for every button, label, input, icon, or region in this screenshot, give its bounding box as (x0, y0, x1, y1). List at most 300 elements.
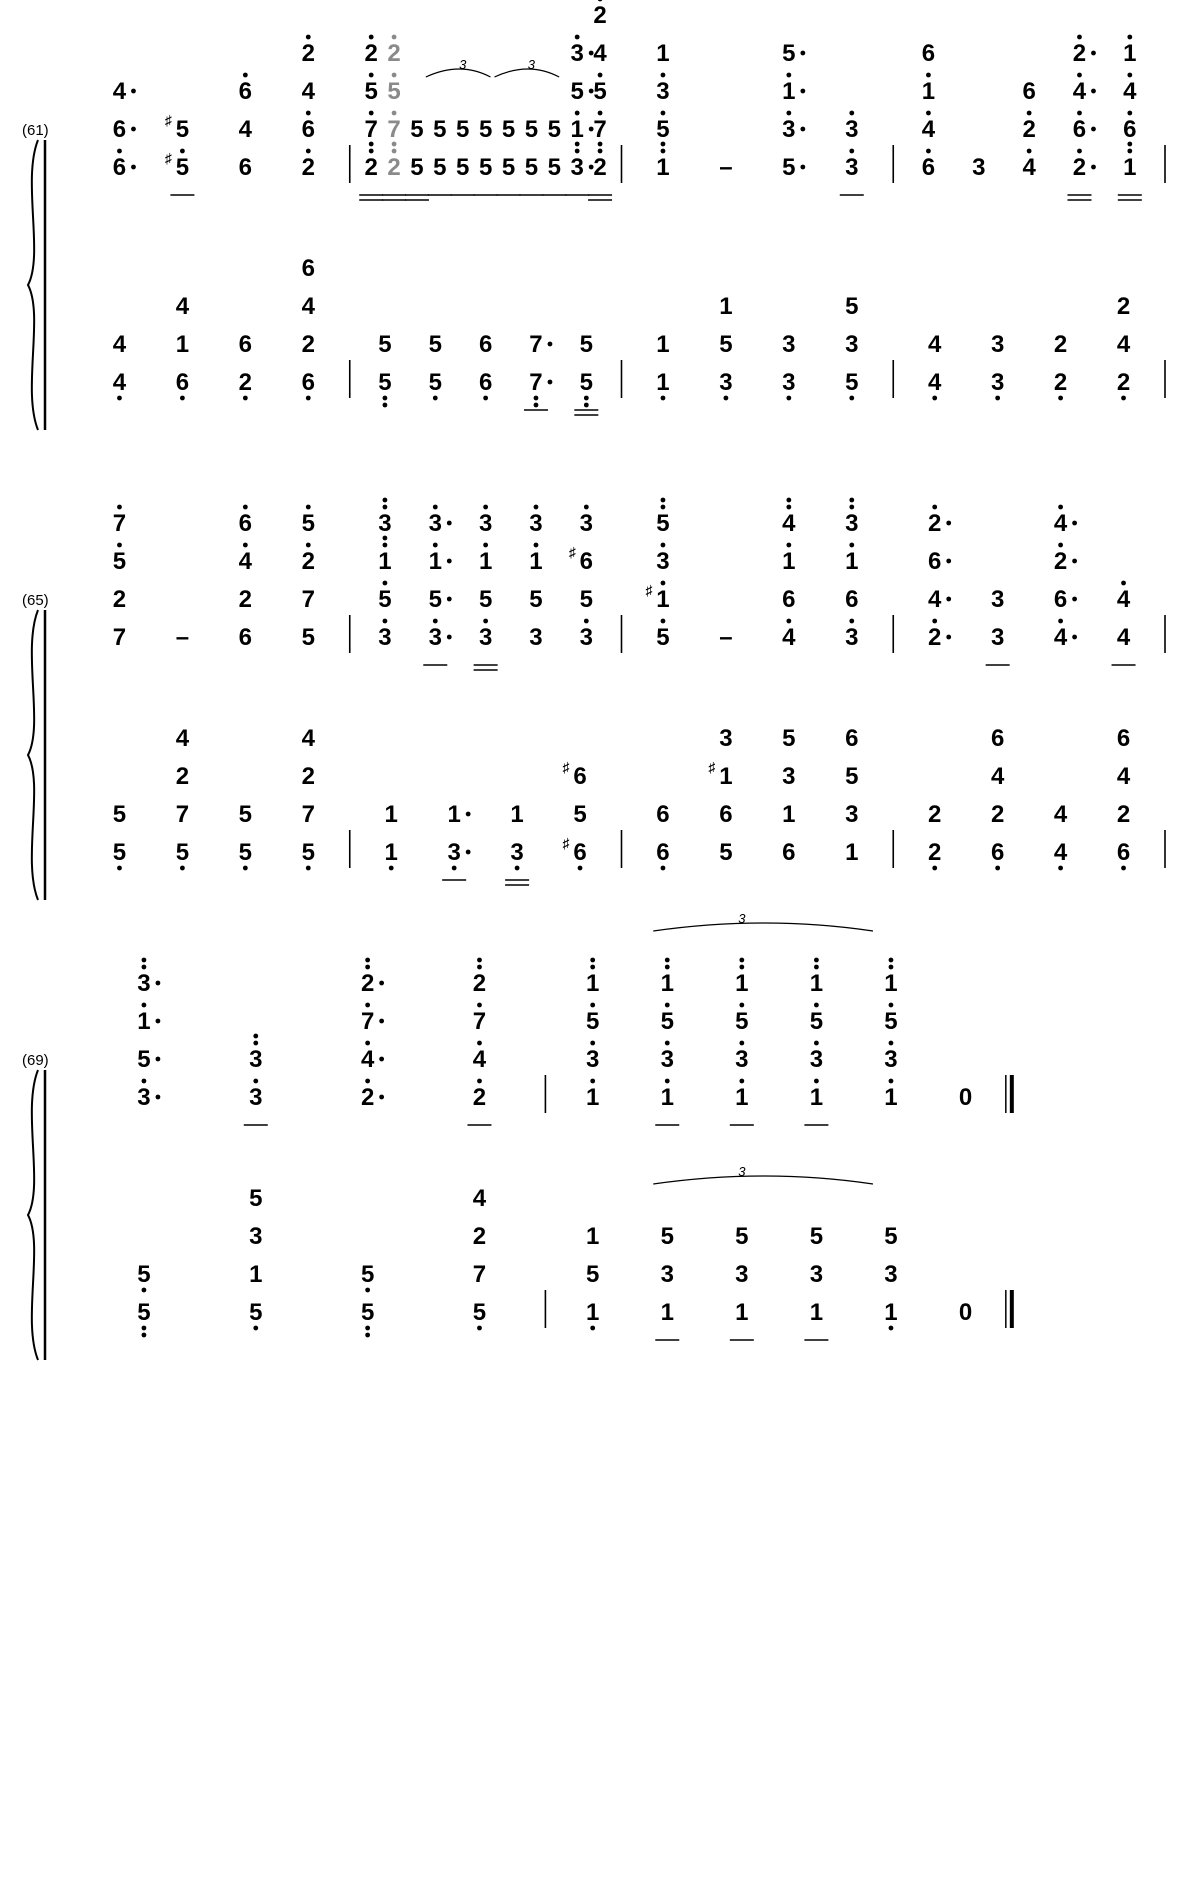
chord (991, 331, 1004, 400)
octave-down-dot (1121, 396, 1126, 401)
augmentation-dot (1072, 559, 1077, 564)
octave-up-dot (786, 73, 791, 78)
note-digit: 1 (735, 970, 749, 997)
note-digit: 4 (112, 331, 127, 358)
note-digit: 6 (656, 801, 670, 828)
chord (922, 40, 936, 181)
octave-up-dot (253, 1034, 258, 1039)
note-digit: 1 (719, 293, 733, 320)
note-digit: 6 (1053, 586, 1068, 613)
octave-up-dot (433, 505, 438, 510)
note-digit: 7 (301, 801, 315, 828)
octave-down-dot (477, 1326, 482, 1331)
octave-up-dot (661, 498, 666, 503)
note-digit: 5 (456, 154, 470, 181)
chord (656, 40, 669, 181)
octave-up-dot (117, 149, 122, 154)
note-digit: 5 (501, 154, 516, 181)
chord (719, 293, 732, 400)
system (22, 498, 1165, 900)
chord (113, 505, 126, 651)
octave-up-dot (665, 1003, 670, 1008)
note-digit: 5 (428, 586, 442, 613)
augmentation-dot (466, 812, 471, 817)
octave-up-dot (365, 958, 370, 963)
chord (586, 1223, 599, 1330)
octave-down-dot (483, 396, 488, 401)
octave-up-dot (590, 1079, 595, 1084)
octave-up-dot (1058, 505, 1063, 510)
augmentation-dot (447, 559, 452, 564)
note-digit: 1 (137, 1008, 151, 1035)
octave-up-dot (584, 505, 589, 510)
note-digit: 2 (928, 624, 942, 651)
note-digit: 6 (656, 839, 670, 866)
octave-up-dot (392, 111, 397, 116)
octave-down-dot (584, 403, 589, 408)
octave-up-dot (1121, 581, 1126, 586)
octave-down-dot (578, 866, 583, 871)
note-digit: 3 (586, 1046, 600, 1073)
octave-down-dot (995, 396, 1000, 401)
note-digit: 1 (884, 1084, 898, 1111)
chord (1054, 801, 1068, 870)
note-digit: 6 (921, 154, 936, 181)
note-digit: 2 (301, 154, 315, 181)
note-digit: 4 (928, 586, 942, 613)
chord (137, 1261, 150, 1337)
note-digit: 4 (238, 116, 253, 143)
octave-up-dot (590, 1003, 595, 1008)
note-digit: 1 (175, 331, 190, 358)
octave-up-dot (932, 505, 937, 510)
note-digit: 3 (809, 1261, 824, 1288)
note-digit: 2 (301, 40, 315, 67)
note-digit: 3 (656, 78, 670, 105)
note-digit: 5 (478, 586, 493, 613)
chord (959, 1084, 972, 1111)
chord (735, 958, 748, 1111)
octave-down-dot (932, 866, 937, 871)
chord (845, 498, 858, 651)
octave-up-dot (117, 543, 122, 548)
note-digit: 6 (301, 255, 315, 282)
note-digit: 1 (845, 548, 859, 575)
octave-down-dot (932, 396, 937, 401)
note-digit: 3 (378, 624, 392, 651)
octave-up-dot (926, 73, 931, 78)
note-digit: 5 (524, 154, 539, 181)
octave-up-dot (739, 1041, 744, 1046)
note-digit: 5 (547, 116, 561, 143)
tuplet-number: 3 (527, 57, 536, 72)
note-digit: 5 (547, 154, 561, 181)
octave-up-dot (739, 965, 744, 970)
note-digit: 5 (845, 763, 859, 790)
augmentation-dot (156, 981, 161, 986)
note-digit: 1 (447, 801, 461, 828)
note-digit: 1 (660, 1299, 674, 1326)
augmentation-dot (1072, 597, 1077, 602)
note-digit: 6 (238, 624, 253, 651)
octave-up-dot (849, 111, 854, 116)
note-digit: 2 (1022, 116, 1036, 143)
chord (586, 958, 599, 1111)
note-digit: 1 (656, 154, 670, 181)
augmentation-dot (1091, 127, 1096, 132)
octave-down-dot (786, 396, 791, 401)
chord (387, 35, 400, 181)
note-digit: 2 (1116, 801, 1131, 828)
note-digit: 3 (884, 1261, 898, 1288)
note-digit: 3 (447, 839, 461, 866)
note-digit: 6 (845, 725, 859, 752)
note-digit: 1 (782, 801, 796, 828)
octave-up-dot (306, 35, 311, 40)
augmentation-dot (131, 89, 136, 94)
chord (378, 498, 391, 651)
note-digit: 5 (884, 1008, 898, 1035)
note-digit: 5 (719, 331, 733, 358)
chord (928, 331, 942, 400)
note-digit: 2 (928, 801, 942, 828)
dash-sustain: – (719, 154, 733, 181)
note-digit: 1 (660, 970, 674, 997)
note-digit: 7 (112, 510, 127, 537)
chord (782, 725, 795, 866)
system (22, 0, 1165, 430)
chord (113, 331, 127, 400)
sharp-accidental: ♯ (164, 112, 172, 128)
note-digit: 3 (137, 970, 151, 997)
octave-up-dot (665, 1041, 670, 1046)
octave-up-dot (383, 619, 388, 624)
augmentation-dot (1091, 165, 1096, 170)
note-digit: 3 (719, 369, 733, 396)
octave-up-dot (369, 73, 374, 78)
octave-up-dot (932, 619, 937, 624)
note-digit: 4 (1116, 331, 1131, 358)
note-digit: 6 (990, 839, 1005, 866)
octave-up-dot (575, 111, 580, 116)
note-digit: 1 (656, 369, 670, 396)
note-digit: 2 (360, 1084, 375, 1111)
note-digit: 2 (238, 586, 253, 613)
octave-up-dot (243, 73, 248, 78)
note-digit: 1 (884, 1299, 898, 1326)
chord (473, 958, 487, 1111)
note-digit: 7 (387, 116, 401, 143)
octave-up-dot (665, 965, 670, 970)
note-digit: 1 (735, 1299, 749, 1326)
sharp-accidental: ♯ (708, 759, 716, 775)
note-digit: 5 (175, 154, 190, 181)
chord (1054, 505, 1077, 651)
octave-up-dot (1077, 111, 1082, 116)
octave-down-dot (584, 396, 589, 401)
octave-down-dot (365, 1333, 370, 1338)
note-digit: 6 (928, 548, 942, 575)
note-digit: 4 (472, 1046, 487, 1073)
note-digit: 2 (593, 154, 607, 181)
augmentation-dot (946, 521, 951, 526)
note-digit: 4 (1116, 586, 1131, 613)
augmentation-dot (447, 597, 452, 602)
note-digit: 4 (1053, 510, 1068, 537)
note-digit: 2 (387, 154, 401, 181)
octave-up-dot (142, 1003, 147, 1008)
note-digit: 2 (301, 763, 315, 790)
rest-note: 0 (958, 1084, 973, 1111)
note-digit: 6 (782, 586, 796, 613)
note-digit: 3 (845, 801, 859, 828)
octave-up-dot (392, 149, 397, 154)
octave-up-dot (786, 111, 791, 116)
note-digit: 6 (238, 78, 253, 105)
chord (1054, 331, 1067, 400)
note-digit: 5 (656, 510, 670, 537)
chord (845, 111, 858, 181)
note-digit: 3 (782, 763, 796, 790)
note-digit: 1 (656, 331, 670, 358)
note-digit: 3 (428, 624, 442, 651)
augmentation-dot (1091, 89, 1096, 94)
note-digit: 5 (112, 801, 127, 828)
chord (735, 1223, 748, 1326)
octave-up-dot (306, 149, 311, 154)
octave-down-dot (142, 1333, 147, 1338)
note-digit: 4 (593, 40, 607, 67)
octave-up-dot (590, 958, 595, 963)
chord (782, 40, 805, 181)
note-digit: 5 (238, 801, 253, 828)
note-digit: 6 (573, 839, 587, 866)
chord (302, 35, 316, 181)
octave-down-dot (889, 1326, 894, 1331)
octave-up-dot (665, 958, 670, 963)
augmentation-dot (548, 380, 553, 385)
note-digit: 5 (579, 331, 594, 358)
note-digit: 5 (112, 548, 127, 575)
chord (884, 958, 897, 1111)
chord (580, 331, 593, 407)
chord (656, 331, 669, 400)
note-digit: 6 (1116, 725, 1131, 752)
augmentation-dot (946, 635, 951, 640)
rest-note: 0 (958, 1299, 973, 1326)
note-digit: 4 (1053, 839, 1068, 866)
octave-up-dot (243, 543, 248, 548)
octave-up-dot (1127, 35, 1132, 40)
note-digit: 3 (428, 510, 442, 537)
tuplet-number: 3 (738, 911, 746, 926)
chord (529, 331, 552, 407)
note-digit: 2 (1072, 154, 1087, 181)
chord (176, 725, 190, 870)
note-digit: 5 (845, 369, 859, 396)
chord (653, 1164, 873, 1326)
octave-down-dot (1058, 396, 1063, 401)
octave-up-dot (665, 1079, 670, 1084)
note-digit: 6 (238, 510, 253, 537)
octave-down-dot (117, 396, 122, 401)
octave-up-dot (477, 958, 482, 963)
octave-up-dot (814, 1079, 819, 1084)
chord (239, 331, 252, 400)
note-digit: 5 (387, 78, 401, 105)
octave-up-dot (1077, 73, 1082, 78)
note-digit: 3 (782, 331, 796, 358)
note-digit: 5 (175, 116, 190, 143)
note-digit: 5 (735, 1223, 749, 1250)
octave-up-dot (814, 1041, 819, 1046)
note-digit: 6 (112, 116, 127, 143)
octave-down-dot (243, 866, 248, 871)
chord (176, 624, 189, 651)
note-digit: 3 (656, 548, 670, 575)
octave-down-dot (433, 396, 438, 401)
note-digit: 4 (928, 331, 942, 358)
octave-up-dot (575, 149, 580, 154)
note-digit: 4 (1022, 154, 1036, 181)
octave-up-dot (849, 543, 854, 548)
note-digit: 6 (1072, 116, 1087, 143)
system (22, 911, 1012, 1360)
note-digit: 2 (112, 586, 127, 613)
augmentation-dot (466, 850, 471, 855)
note-digit: 5 (782, 154, 796, 181)
octave-up-dot (926, 149, 931, 154)
note-digit: 5 (593, 78, 607, 105)
note-digit: 6 (301, 369, 315, 396)
note-digit: 7 (529, 331, 543, 358)
note-digit: 1 (1123, 40, 1137, 67)
note-digit: 5 (735, 1008, 749, 1035)
note-digit: 6 (238, 331, 253, 358)
treble-staff (137, 911, 1012, 1125)
octave-up-dot (814, 1003, 819, 1008)
dash-sustain: – (175, 624, 190, 651)
note-digit: 4 (782, 510, 796, 537)
note-digit: 5 (472, 1299, 487, 1326)
note-digit: 2 (928, 510, 942, 537)
chord (239, 801, 252, 870)
chord (456, 116, 469, 181)
note-digit: 5 (378, 369, 392, 396)
treble-staff (113, 0, 1165, 200)
octave-up-dot (365, 1079, 370, 1084)
augmentation-dot (156, 1057, 161, 1062)
note-digit: 3 (719, 725, 733, 752)
octave-up-dot (534, 505, 539, 510)
octave-up-dot (849, 498, 854, 503)
note-digit: 2 (1072, 40, 1087, 67)
chord (1123, 35, 1137, 181)
note-digit: 1 (656, 40, 670, 67)
note-digit: 1 (586, 970, 600, 997)
note-digit: 3 (529, 624, 543, 651)
octave-up-dot (1027, 111, 1032, 116)
note-digit: 3 (478, 624, 493, 651)
augmentation-dot (548, 342, 553, 347)
note-digit: 3 (660, 1261, 674, 1288)
note-digit: 4 (928, 369, 942, 396)
augmentation-dot (447, 521, 452, 526)
octave-down-dot (180, 396, 185, 401)
note-digit: 6 (573, 763, 587, 790)
chord (176, 293, 190, 400)
note-digit: 6 (845, 586, 859, 613)
octave-down-dot (253, 1326, 258, 1331)
octave-up-dot (849, 149, 854, 154)
augmentation-dot (800, 127, 805, 132)
octave-up-dot (365, 965, 370, 970)
note-digit: 3 (845, 154, 859, 181)
octave-up-dot (598, 149, 603, 154)
chord (1117, 725, 1131, 870)
augmentation-dot (1091, 51, 1096, 56)
note-digit: 1 (809, 1299, 824, 1326)
note-digit: 5 (360, 1299, 375, 1326)
octave-up-dot (849, 505, 854, 510)
note-digit: 3 (845, 116, 859, 143)
octave-up-dot (889, 965, 894, 970)
note-digit: 6 (990, 725, 1005, 752)
note-digit: 2 (1053, 331, 1068, 358)
note-digit: 7 (360, 1008, 375, 1035)
note-digit: 2 (360, 970, 375, 997)
octave-up-dot (243, 505, 248, 510)
octave-up-dot (1127, 73, 1132, 78)
octave-up-dot (590, 1041, 595, 1046)
note-digit: 6 (579, 548, 594, 575)
note-digit: 5 (301, 839, 315, 866)
measure-number: (61) (22, 122, 49, 139)
chord (302, 505, 315, 651)
augmentation-dot (156, 1095, 161, 1100)
octave-up-dot (661, 619, 666, 624)
tuplet-bracket (653, 1176, 873, 1184)
chord (361, 1261, 374, 1337)
note-digit: 2 (364, 154, 378, 181)
octave-up-dot (1027, 149, 1032, 154)
octave-up-dot (142, 965, 147, 970)
octave-up-dot (477, 1041, 482, 1046)
note-digit: 3 (735, 1261, 749, 1288)
chord (972, 154, 985, 181)
note-digit: 1 (586, 1084, 600, 1111)
note-digit: 5 (660, 1008, 674, 1035)
note-digit: 5 (112, 839, 127, 866)
chord (113, 78, 136, 181)
note-digit: 6 (301, 116, 315, 143)
chord (569, 505, 593, 651)
note-digit: 1 (845, 839, 859, 866)
octave-up-dot (786, 543, 791, 548)
note-digit: 7 (112, 624, 127, 651)
octave-up-dot (661, 111, 666, 116)
octave-up-dot (369, 111, 374, 116)
note-digit: 5 (845, 293, 859, 320)
note-digit: 2 (301, 331, 315, 358)
chord (1117, 293, 1131, 400)
note-digit: 2 (990, 801, 1005, 828)
octave-up-dot (590, 965, 595, 970)
sharp-accidental: ♯ (562, 835, 570, 851)
chord (845, 293, 858, 400)
chord (593, 0, 607, 181)
augmentation-dot (946, 559, 951, 564)
